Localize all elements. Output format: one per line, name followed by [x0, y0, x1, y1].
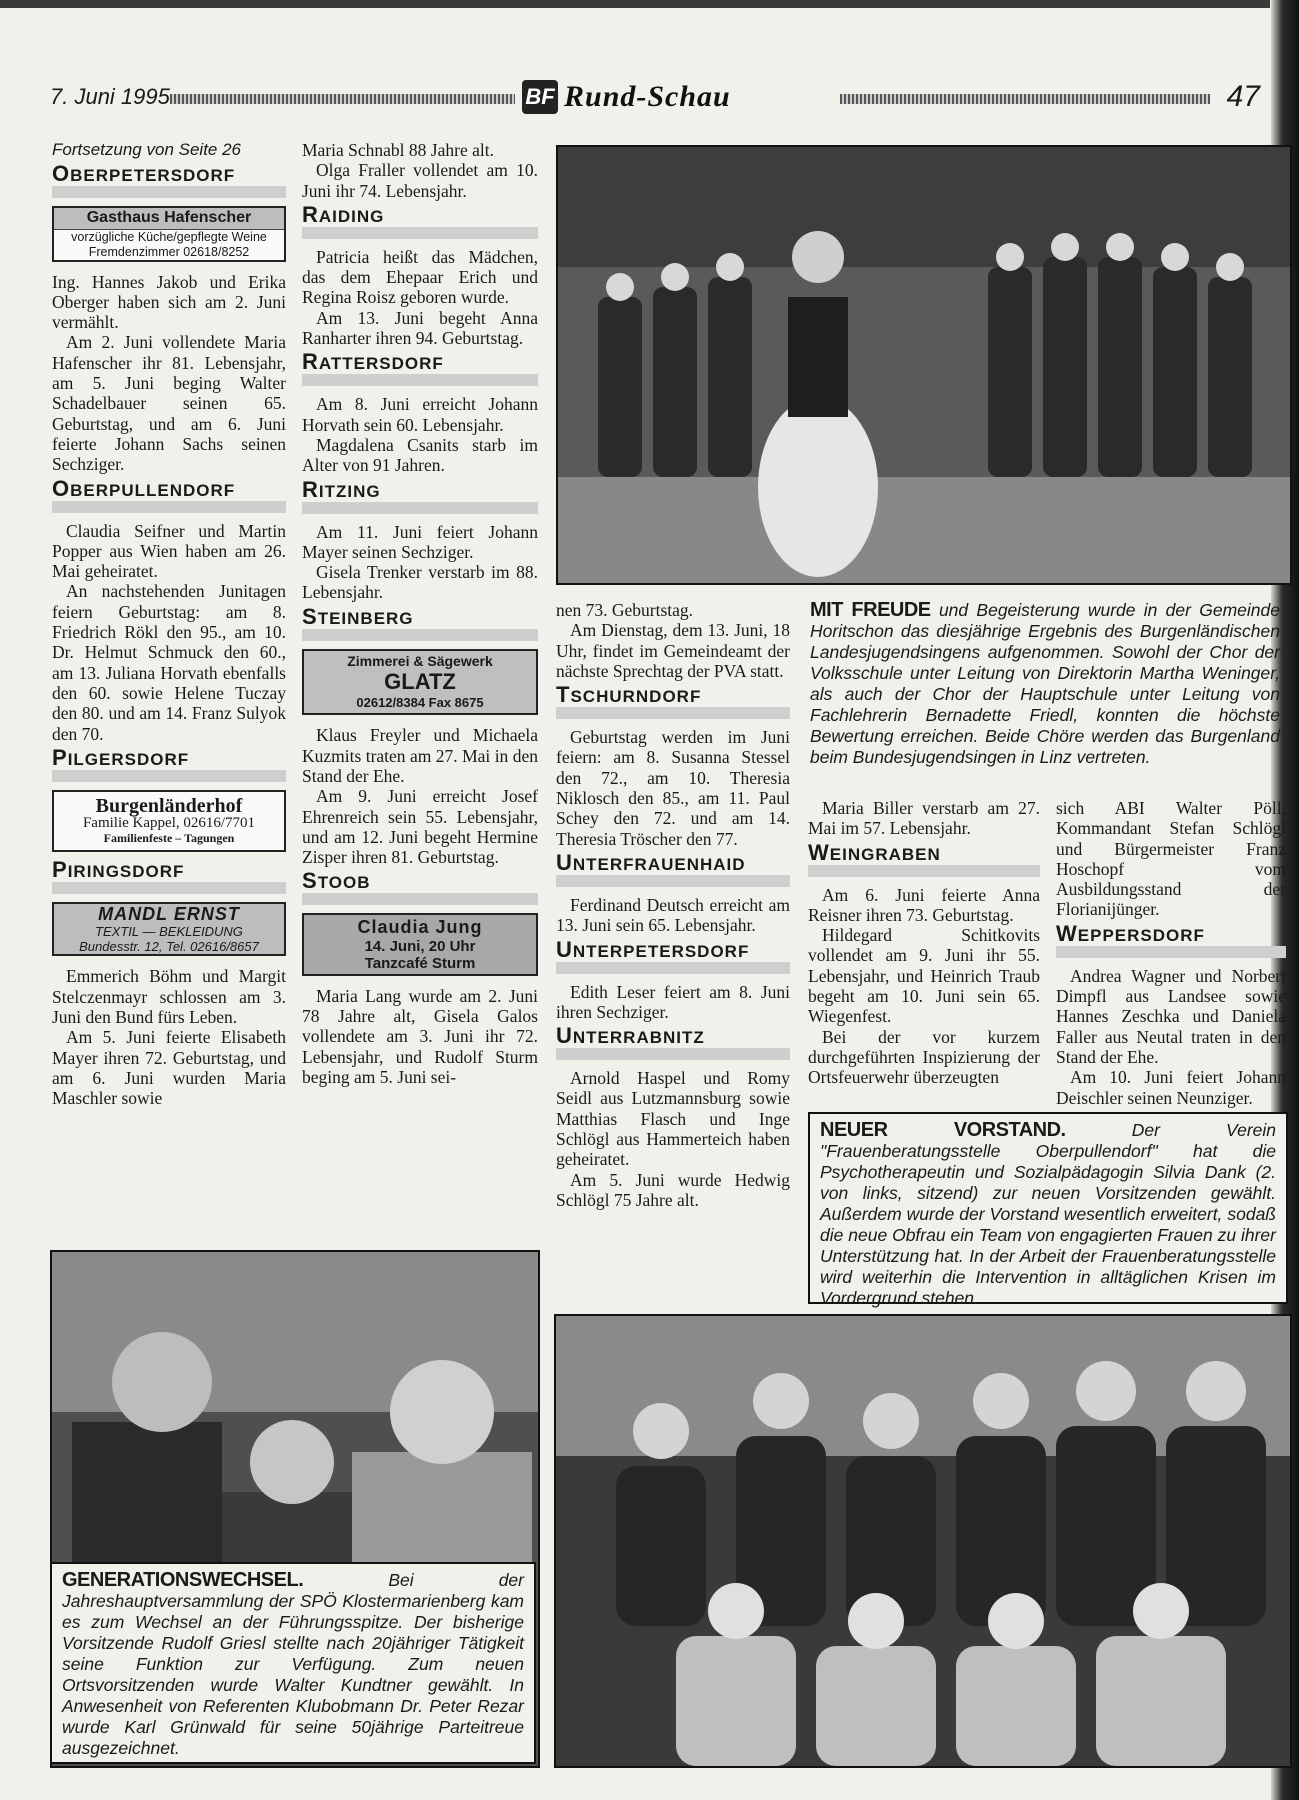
caption-text: Bei der Jahreshauptversammlung der SPÖ Klostermarienberg kam es zum Wechsel an der Führungsspitze. Der bisherige Vorsitzende Rudolf Griesl stellte nach 20jähriger Tätigkeit seine Funktion zur Verfügung. Zum neuen Ortsvorsitzenden wurde Walter Kundtner gewählt. In Anwesenheit von Referenten Klubobmann Dr. Peter Rezar wurde Karl Grünwald für seine 50jährige Parteitreue ausgezeichnet.	[62, 1570, 524, 1758]
article-paragraph: Edith Leser feiert am 8. Juni ihren Sechziger.	[556, 981, 790, 1022]
ad-line: Familienfeste – Tagungen	[103, 831, 235, 846]
column-5	[1056, 798, 1286, 1108]
column-3	[556, 600, 790, 1210]
article-paragraph: Maria Biller verstarb am 27. Mai im 57. Lebensjahr.	[808, 798, 1040, 839]
article-paragraph: Maria Lang wurde am 2. Juni 78 Jahre alt, Gisela Galos vollendete am 3. Juni ihr 72. Lebensjahr, und Rudolf Sturm beging am 5. Juni sei-	[302, 985, 538, 1087]
top-border	[0, 0, 1270, 8]
choir-caption	[810, 600, 1280, 768]
article-paragraph: Magdalena Csanits starb im Alter von 91 Jahren.	[302, 434, 538, 476]
ad-line: Bundesstr. 12, Tel. 02616/8657	[79, 939, 259, 955]
heading-unterpetersdorf: UNTERPETERSDORF	[556, 942, 790, 974]
article-paragraph: Andrea Wagner und Norbert Dimpfl aus Landsee sowie Hannes Zeschka und Daniela Faller aus Neutal traten in den Stand der Ehe.	[1056, 965, 1286, 1067]
heading-weingraben: WEINGRABEN	[808, 845, 1040, 877]
choir-photo	[556, 145, 1292, 585]
ad-line: Familie Kappel, 02616/7701	[82, 815, 256, 832]
ad-claudia-jung	[302, 913, 538, 975]
ad-line: vorzügliche Küche/gepflegte Weine	[71, 229, 267, 244]
generationswechsel-caption	[62, 1570, 524, 1759]
article-paragraph: Arnold Haspel und Romy Seidl aus Lutzmannsburg sowie Matthias Flasch und Inge Schlögl aus Hammerteich haben geheiratet.	[556, 1068, 790, 1170]
vorstand-caption-box	[808, 1112, 1288, 1308]
ad-title: Claudia Jung	[357, 917, 483, 938]
article-paragraph: Am 10. Juni feiert Johann Deischler seinen Neunziger.	[1056, 1067, 1286, 1108]
article-paragraph: Am 11. Juni feiert Johann Mayer seinen Sechziger.	[302, 521, 538, 562]
page-number: 47	[1226, 80, 1260, 113]
column-1	[52, 140, 286, 1109]
ad-line: 02612/8384 Fax 8675	[356, 695, 484, 711]
article-paragraph: Am 2. Juni vollendete Maria Hafenscher ihr 81. Lebensjahr, am 5. Juni beging Walter Schadelbauer seinen 65. Geburtstag, und am 6. Juni feierte Johann Sachs seinen Sechziger.	[52, 332, 286, 475]
caption-text: Der Verein "Frauenberatungsstelle Oberpullendorf" hat die Psychotherapeutin und Sozialpädagogin Silvia Dank (2. von links, sitzend) zur neuen Vorsitzenden gewählt. Außerdem wurde der Vorstand wesentlich erweitert, sodaß die neue Obfrau ein Team von engagierten Frauen zu ihrer Unterstützung hat. In der Arbeit der Frauenberatungsstelle wird weiterhin die Intervention in alltäglichen Krisen im Vordergrund stehen.	[820, 1120, 1276, 1308]
header-rule-right	[840, 94, 1210, 104]
heading-pilgersdorf: PILGERSDORF	[52, 750, 286, 782]
page-header	[50, 80, 1260, 116]
article-paragraph: Am 8. Juni erreicht Johann Horvath sein 60. Lebensjahr.	[302, 394, 538, 435]
ad-gasthaus-hafenscher	[52, 206, 286, 261]
article-paragraph: Klaus Freyler und Michaela Kuzmits traten am 27. Mai in den Stand der Ehe.	[302, 725, 538, 786]
article-paragraph: Am 13. Juni begeht Anna Ranharter ihren 94. Geburtstag.	[302, 307, 538, 349]
heading-tschurndorf: TSCHURNDORF	[556, 687, 790, 719]
caption-lead: MIT FREUDE	[810, 599, 931, 621]
ad-line: TEXTIL — BEKLEIDUNG	[95, 924, 243, 940]
ad-title: Burgenländerhof	[95, 794, 243, 817]
article-paragraph: nen 73. Geburtstag.	[556, 600, 694, 620]
ad-title: Gasthaus Hafenscher	[54, 208, 284, 229]
bf-logo: BF	[522, 80, 558, 114]
header-rule-left	[170, 94, 515, 104]
article-paragraph: Olga Fraller vollendet am 10. Juni ihr 74. Lebensjahr.	[302, 160, 538, 201]
ad-line: Fremdenzimmer 02618/8252	[88, 244, 250, 259]
column-4	[808, 798, 1040, 1088]
ad-title: Zimmerei & Sägewerk	[347, 652, 493, 669]
issue-date: 7. Juni 1995	[50, 84, 170, 109]
choir-photo-image	[558, 147, 1290, 583]
article-paragraph: sich ABI Walter Pöll, Kommandant Stefan Schlögl und Bürgermeister Franz Hoschopf vom Ausbildungsstand der Florianijünger.	[1056, 798, 1286, 920]
frauenberatung-photo	[554, 1314, 1292, 1768]
vorstand-caption	[820, 1120, 1276, 1309]
heading-raiding: RAIDING	[302, 207, 538, 239]
ad-burgenlaenderhof	[52, 790, 286, 852]
heading-rattersdorf: RATTERSDORF	[302, 354, 538, 386]
caption-lead: GENERATIONSWECHSEL.	[62, 1569, 304, 1591]
article-paragraph: Ing. Hannes Jakob und Erika Oberger haben sich am 2. Juni vermählt.	[52, 271, 286, 333]
ad-glatz	[302, 649, 538, 716]
ad-title: MANDL ERNST	[98, 904, 240, 925]
article-paragraph: Gisela Trenker verstarb im 88. Lebensjahr.	[302, 562, 538, 603]
article-paragraph: Am 5. Juni wurde Hedwig Schlögl 75 Jahre alt.	[556, 1169, 790, 1210]
heading-oberpullendorf: OBERPULLENDORF	[52, 481, 286, 513]
heading-unterfrauenhaid: UNTERFRAUENHAID	[556, 855, 790, 887]
section-title: Rund-Schau	[564, 80, 731, 113]
frauenberatung-photo-image	[556, 1316, 1290, 1766]
article-paragraph: Am 6. Juni feierte Anna Reisner ihren 73. Geburtstag.	[808, 884, 1040, 925]
article-paragraph: Patricia heißt das Mädchen, das dem Ehepaar Erich und Regina Roisz geboren wurde.	[302, 246, 538, 308]
ad-line: 14. Juni, 20 Uhr	[364, 937, 476, 955]
heading-unterrabnitz: UNTERRABNITZ	[556, 1028, 790, 1060]
article-paragraph: Am Dienstag, dem 13. Juni, 18 Uhr, findet im Gemeindeamt der nächste Sprechtag der PVA statt.	[556, 620, 790, 681]
article-paragraph: Am 5. Juni feierte Elisabeth Mayer ihren 72. Geburtstag, und am 6. Juni wurden Maria Maschler sowie	[52, 1027, 286, 1109]
heading-oberpetersdorf: OBERPETERSDORF	[52, 166, 286, 198]
article-paragraph: Claudia Seifner und Martin Popper aus Wien haben am 26. Mai geheiratet.	[52, 520, 286, 582]
ad-line: Tanzcafé Sturm	[364, 954, 476, 972]
article-paragraph: Hildegard Schitkovits vollendet am 9. Juni ihr 55. Lebensjahr, und Heinrich Traub begeht am 10. Juni sein 65. Wiegenfest.	[808, 925, 1040, 1027]
heading-steinberg: STEINBERG	[302, 609, 538, 641]
continuation-note: Fortsetzung von Seite 26	[52, 140, 242, 159]
article-paragraph: Maria Schnabl 88 Jahre alt.	[302, 140, 494, 160]
generationswechsel-caption-box	[50, 1562, 536, 1764]
article-paragraph: An nachstehenden Junitagen feiern Geburtstag: am 8. Friedrich Rökl den 95., am 10. Dr. Helmut Schmuck den 60., am 13. Juliana Horvath ebenfalls den 60. sowie Helene Tuczay den 80. und am 14. Franz Sulyok den 70.	[52, 581, 286, 744]
heading-weppersdorf: WEPPERSDORF	[1056, 926, 1286, 958]
caption-text: und Begeisterung wurde in der Gemeinde Horitschon das diesjährige Ergebnis des Burgenländischen Landesjugendsingens aufgenommen. Sowohl der Chor der Volksschule unter Leitung von Direktorin Martha Weninger, als auch der Chor der Hauptschule unter Leitung von Fachlehrerin Bernadette Friedl, konnten die höchste Bewertung erreichen. Beide Chöre werden das Burgenland beim Bundesjugendsingen in Linz vertreten.	[810, 600, 1280, 767]
column-2	[302, 140, 538, 1087]
article-paragraph: Ferdinand Deutsch erreicht am 13. Juni sein 65. Lebensjahr.	[556, 894, 790, 936]
article-paragraph: Emmerich Böhm und Margit Stelczenmayr schlossen am 3. Juni den Bund fürs Leben.	[52, 966, 286, 1028]
heading-piringsdorf: PIRINGSDORF	[52, 862, 286, 894]
ad-mandl-ernst	[52, 902, 286, 956]
article-paragraph: Geburtstag werden im Juni feiern: am 8. Susanna Stessel den 72., am 10. Theresia Niklosch den 85., am 11. Paul Schey den 72. und am 14. Theresia Tröscher den 77.	[556, 727, 790, 849]
article-paragraph: Am 9. Juni erreicht Josef Ehrenreich sein 55. Lebensjahr, und am 12. Juni begeht Hermine Zisper ihren 81. Geburtstag.	[302, 786, 538, 868]
caption-lead: NEUER VORSTAND.	[820, 1119, 1066, 1141]
ad-name: GLATZ	[384, 669, 456, 695]
heading-ritzing: RITZING	[302, 482, 538, 514]
heading-stoob: STOOB	[302, 873, 538, 905]
article-paragraph: Bei der vor kurzem durchgeführten Inspizierung der Ortsfeuerwehr überzeugten	[808, 1026, 1040, 1088]
